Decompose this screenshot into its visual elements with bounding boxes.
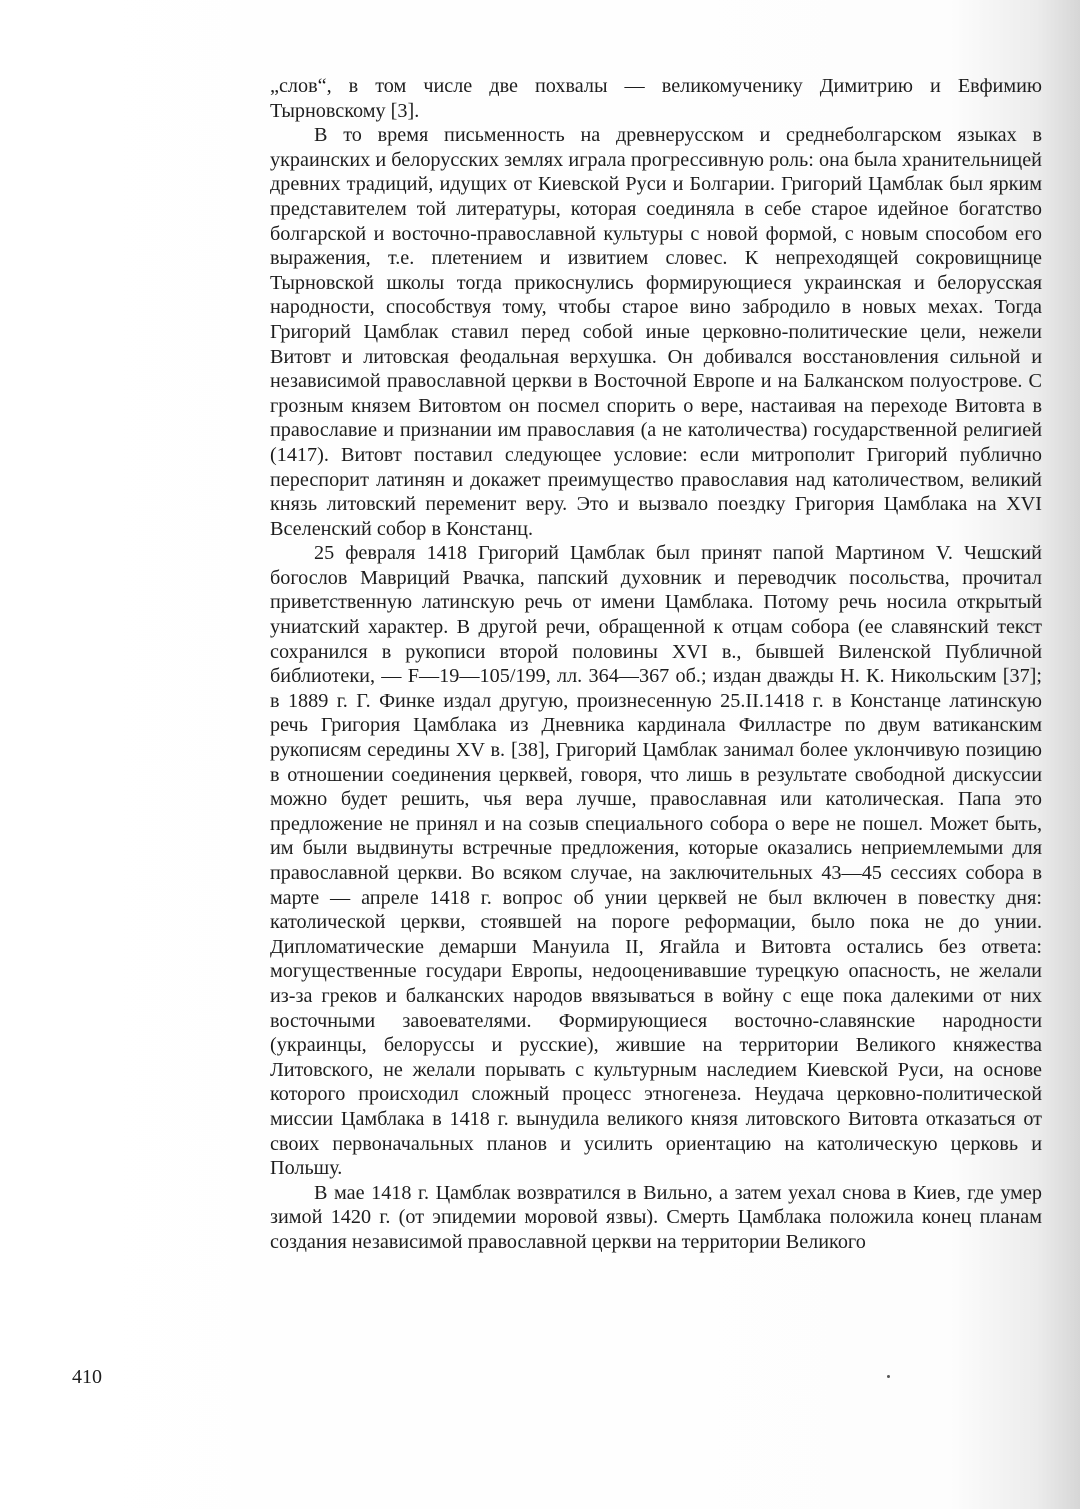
- paragraph-1: „слов“, в том числе две похвалы — великомученику Димитрию и Евфимию Тырновскому [3].: [270, 75, 1042, 122]
- paragraph-2: В то время письменность на древнерусском и среднеболгарском языках в украинских и белорусских землях играла прогрессивную роль: она была хранительницей древних традиций, идущих от Киевской Руси и Болгарии. Григорий Цамблак был ярким представителем той литературы, которая соединяла в себе старое идейное богатство болгарской и восточно-православной культуры с новой формой, с новым способом его выражения, т.е. плетением и извитием словес. К непреходящей сокровищнице Тырновской школы тогда прикоснулись формирующиеся украинская и белорусская народности, способствуя тому, чтобы старое вино забродило в новых мехах. Тогда Григорий Цамблак ставил перед собой иные церковно-политические цели, нежели Витовт и литовская феодальная верхушка. Он добивался восстановления сильной и независимой православной церкви в Восточной Европе и на Балканском полуострове. С грозным князем Витовтом он посмел спорить о вере, настаивая на переходе Витовта в православие и признании им православия (а не католичества) государственной религией (1417). Витовт поставил следующее условие: если митрополит Григорий публично переспорит латинян и докажет преимущество православия над католичеством, великий князь литовский переменит веру. Это и вызвало поездку Григория Цамблака на XVI Вселенский собор в Констанц.: [270, 124, 1042, 540]
- paragraph-3: 25 февраля 1418 Григорий Цамблак был принят папой Мартином V. Чешский богослов Мавриций Рвачка, папский духовник и переводчик посольства, прочитал приветственную латинскую речь от имени Цамблака. Потому речь носила открытый униатский характер. В другой речи, обращенной к отцам собора (ее славянский текст сохранился в рукописи второй половины XVI в., бывшей Виленской Публичной библиотеки, — F—19—105/199, лл. 364—367 об.; издан дважды Н. К. Никольским [37]; в 1889 г. Г. Финке издал другую, произнесенную 25.II.1418 г. в Констанце латинскую речь Григория Цамблака из Дневника кардинала Филластре по двум ватиканским рукописям середины XV в. [38], Григорий Цамблак занимал более уклончивую позицию в отношении соединения церквей, говоря, что лишь в результате свободной дискуссии можно будет решить, чья вера лучше, православная или католическая. Папа это предложение не принял и на созыв специального собора о вере не пошел. Может быть, им были выдвинуты встречные предложения, которые оказались неприемлемыми для православной церкви. Во всяком случае, на заключительных 43—45 сессиях собора в марте — апреле 1418 г. вопрос об унии церквей не был включен в повестку дня: католической церкви, стоявшей на пороге реформации, было пока не до унии. Дипломатические демарши Мануила II, Ягайла и Витовта остались без ответа: могущественные государи Европы, недооценивавшие турецкую опасность, не желали из-за греков и балканских народов ввязываться в войну с еще пока далекими от них восточными завоевателями. Формирующиеся восточно-славянские народности (украинцы, белоруссы и русские), жившие на территории Великого княжества Литовского, не желали порывать с культурным наследием Киевской Руси, на основе которого происходил сложный процесс этногенеза. Неудача церковно-политической миссии Цамблака в 1418 г. вынудила великого князя литовского Витовта отказаться от своих первоначальных планов и усилить ориентацию на католическую церковь и Польшу.: [270, 542, 1042, 1180]
- body-text: [270, 74, 1042, 1255]
- paragraph-4: В мае 1418 г. Цамблак возвратился в Вильно, а затем уехал снова в Киев, где умер зимой 1420 г. (от эпидемии моровой язвы). Смерть Цамблака положила конец планам создания независимой православной церкви на территории Великого: [270, 1181, 1042, 1253]
- scan-speck: [887, 1375, 890, 1378]
- page-number: 410: [72, 1366, 102, 1388]
